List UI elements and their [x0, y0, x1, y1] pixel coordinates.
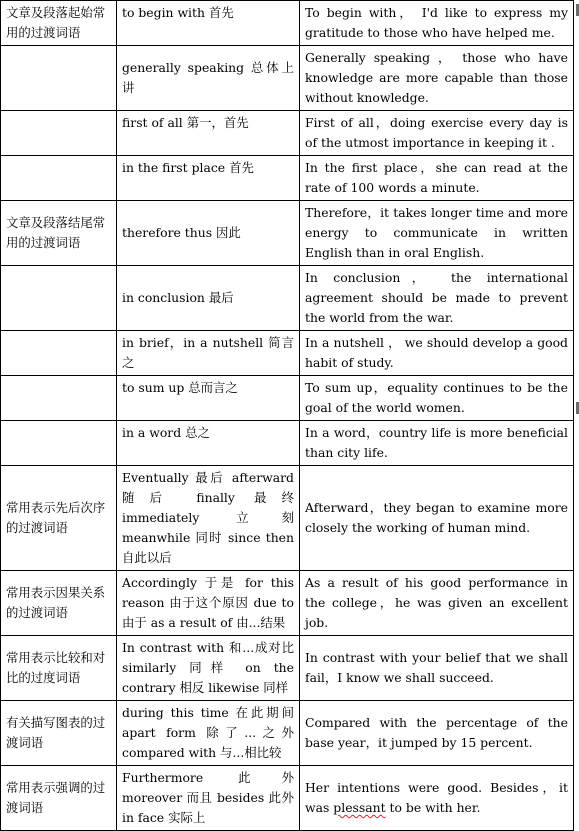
table-row [1, 701, 574, 766]
example-cell: To begin with， I'd like to express my gratitude to those who have helped me. [300, 1, 574, 46]
example-cell: First of all，doing exercise every day is of the utmost importance in keeping it . [300, 111, 574, 156]
table-row [1, 636, 574, 701]
example-cell: Compared with the percentage of the base year，it jumped by 15 percent. [300, 701, 574, 766]
table-row [1, 156, 574, 201]
category-cell [1, 266, 117, 331]
phrase-cell: first of all 第一，首先 [117, 111, 300, 156]
phrase-cell: in conclusion 最后 [117, 266, 300, 331]
category-cell [1, 421, 117, 466]
phrase-cell: in a word 总之 [117, 421, 300, 466]
phrase-cell: in brief，in a nutshell 简言之 [117, 331, 300, 376]
table-row [1, 571, 574, 636]
table-row [1, 201, 574, 266]
phrase-cell: in the first place 首先 [117, 156, 300, 201]
table-row [1, 331, 574, 376]
table-row [1, 266, 574, 331]
category-cell: 常用表示强调的过渡词语 [1, 766, 117, 831]
spellcheck-flagged-word: plessant [333, 800, 386, 815]
phrase-cell: generally speaking 总体上讲 [117, 46, 300, 111]
example-cell [300, 766, 574, 831]
example-cell: Generally speaking ， those who have knowledge are more capable than those without knowledge. [300, 46, 574, 111]
category-cell: 有关描写图表的过渡词语 [1, 701, 117, 766]
table-row [1, 1, 574, 46]
example-cell: Therefore，it takes longer time and more energy to communicate in written English than in oral English. [300, 201, 574, 266]
example-text: to be with her. [385, 800, 481, 815]
example-cell: In conclusion， the international agreement should be made to prevent the world from the war. [300, 266, 574, 331]
category-cell [1, 156, 117, 201]
category-cell: 常用表示比较和对比的过度词语 [1, 636, 117, 701]
example-cell: In a nutshell ， we should develop a good habit of study. [300, 331, 574, 376]
example-cell: In the first place，she can read at the rate of 100 words a minute. [300, 156, 574, 201]
table-row [1, 46, 574, 111]
category-cell [1, 331, 117, 376]
category-cell [1, 376, 117, 421]
phrase-cell: to sum up 总而言之 [117, 376, 300, 421]
table-row [1, 421, 574, 466]
example-cell: As a result of his good performance in the college，he was given an excellent job. [300, 571, 574, 636]
table-row [1, 766, 574, 831]
table-row [1, 376, 574, 421]
category-cell [1, 111, 117, 156]
phrase-cell: Eventually 最后 afterward 随后 finally 最终 immediately 立刻 meanwhile 同时 since then 自此以后 [117, 466, 300, 571]
example-cell: In contrast with your belief that we shall fail，I know we shall succeed. [300, 636, 574, 701]
example-cell: Afterward，they began to examine more closely the working of human mind. [300, 466, 574, 571]
category-cell: 文章及段落起始常用的过渡词语 [1, 1, 117, 46]
phrase-cell: to begin with 首先 [117, 1, 300, 46]
table-row [1, 466, 574, 571]
phrase-cell: during this time 在此期间 apart form 除了...之外 compared with 与...相比较 [117, 701, 300, 766]
example-cell: To sum up，equality continues to be the goal of the world women. [300, 376, 574, 421]
phrase-cell: Accordingly 于是 for this reason 由于这个原因 due to 由于 as a result of 由...结果 [117, 571, 300, 636]
category-cell: 常用表示因果关系的过渡词语 [1, 571, 117, 636]
phrase-cell: therefore thus 因此 [117, 201, 300, 266]
example-text: Her intentions were good. Besides，it was [305, 780, 568, 815]
phrase-cell: Furthermore 此外 moreover 而且 besides 此外 in face 实际上 [117, 766, 300, 831]
category-cell: 常用表示先后次序的过渡词语 [1, 466, 117, 571]
table-row [1, 111, 574, 156]
example-cell: In a word，country life is more beneficial than city life. [300, 421, 574, 466]
category-cell [1, 46, 117, 111]
category-cell: 文章及段落结尾常用的过渡词语 [1, 201, 117, 266]
phrase-cell: In contrast with 和...成对比 similarly 同样 on the contrary 相反 likewise 同样 [117, 636, 300, 701]
